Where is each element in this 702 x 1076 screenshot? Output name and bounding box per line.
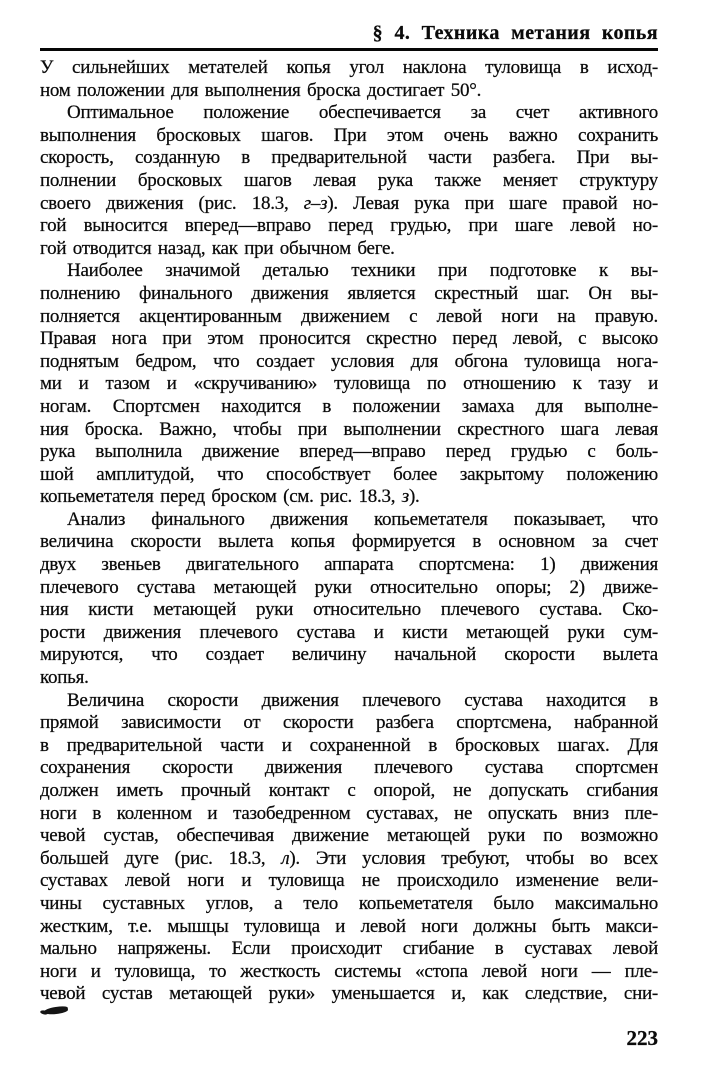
text-line: в предварительной части и сохраненной в бросковых шагах. Для [40,734,658,756]
header-rule [40,48,658,51]
figure-reference-letters: з [401,486,409,508]
body-text [40,57,658,1006]
paragraph [40,509,658,690]
text-line: суставах левой ноги и туловища не происходило изменение вели- [40,870,658,892]
text-line: Анализ финального движения копьеметателя показывает, что [67,508,658,530]
text-segment: ). [408,486,420,508]
text-line: рости движения плечевого сустава и кисти метающей руки сум- [40,621,658,643]
text-line [40,193,658,216]
text-segment: копьеметателя перед броском (см. рис. 18.3, [40,486,402,508]
text-line: копья. [40,667,89,689]
text-line: шой амплитудой, что способствует более закрытому положению [40,463,658,485]
text-line: поднятым бедром, что создает условия для обгона туловища нога- [40,350,658,372]
text-segment: ). Эти условия требуют, чтобы во всех [289,847,658,869]
text-line: У сильнейших метателей копья угол наклона туловища в исход- [40,57,658,78]
ink-smudge-mark [44,1006,69,1016]
text-line: двух звеньев двигательного аппарата спортсмена: 1) движения [40,554,658,576]
text-line: мируются, что создает величину начальной скорости вылета [40,644,658,666]
text-line: выполнения бросковых шагов. При этом очень важно сохранить [40,124,658,146]
text-line: гой отводится назад, как при обычном беге. [40,237,395,259]
text-line: полнению финального движения является скрестный шаг. Он вы- [40,282,658,304]
paragraph [40,690,658,1006]
figure-reference-letters: л [281,847,290,869]
text-line: величина скорости вылета копья формируется в основном за счет [40,531,658,553]
text-line: ноги в коленном и тазобедренном суставах, не опускать вниз пле- [40,802,658,824]
text-line: Величина скорости движения плечевого сустава находится в [67,689,658,711]
text-line: Правая нога при этом проносится скрестно перед левой, с высоко [40,328,658,350]
text-line: ния броска. Важно, чтобы при выполнении скрестного шага левая [40,418,658,440]
text-line: мально напряжены. Если происходит сгибание в суставах левой [40,938,658,960]
text-line: чины суставных углов, а тело копьеметателя было максимально [40,892,658,914]
section-heading: § 4. Техника метания копья [372,22,658,44]
paragraph [40,260,658,509]
text-line [40,848,658,871]
text-line: должен иметь прочный контакт с опорой, не допускать сгибания [40,780,658,801]
text-line: скорость, созданную в предварительной части разбега. При вы- [40,147,658,169]
text-segment: своего движения (рис. 18.3, [40,192,304,214]
text-line: ногам. Спортсмен находится в положении замаха для выполне- [40,395,658,417]
text-line: Оптимальное положение обеспечивается за счет активного [67,102,658,124]
text-line: полнении бросковых шагов левая рука также меняет структуру [40,169,658,191]
text-line: ном положении для выполнения броска достигает 50°. [40,79,482,101]
paragraph [40,57,658,102]
figure-reference-letters: г–з [303,192,328,214]
text-line: Наиболее значимой деталью техники при подготовке к вы- [67,260,658,282]
paragraph [40,102,658,260]
text-line: прямой зависимости от скорости разбега спортсмена, набранной [40,712,658,734]
text-line: гой выносится вперед—вправо перед грудью, при шаге левой но- [40,215,658,237]
text-segment: ). Левая рука при шаге правой но- [327,192,658,214]
text-line: чевой сустав метающей руки» уменьшается и, как следствие, сни- [40,983,658,1005]
text-line: плечевого сустава метающей руки относительно опоры; 2) движе- [40,576,658,598]
text-line: ноги и туловища, то жесткость системы «стопа левой ноги — пле- [40,960,658,982]
page-number: 223 [626,1026,658,1050]
text-line: жестким, т.е. мышцы туловища и левой ноги должны быть макси- [40,915,658,937]
text-line: ния кисти метающей руки относительно плечевого сустава. Ско- [40,599,658,621]
text-line: полняется акцентированным движением с левой ноги на правую. [40,305,658,327]
text-line: чевой сустав, обеспечивая движение метающей руки по возможно [40,825,658,847]
text-segment: большей дуге (рис. 18.3, [40,847,282,869]
text-line: рука выполнила движение вперед—вправо перед грудью с боль- [40,441,658,463]
text-line: ми и тазом и «скручиванию» туловища по отношению к тазу и [40,373,658,395]
text-line: сохранения скорости движения плечевого сустава спортсмен [40,757,658,779]
text-line [40,486,658,509]
